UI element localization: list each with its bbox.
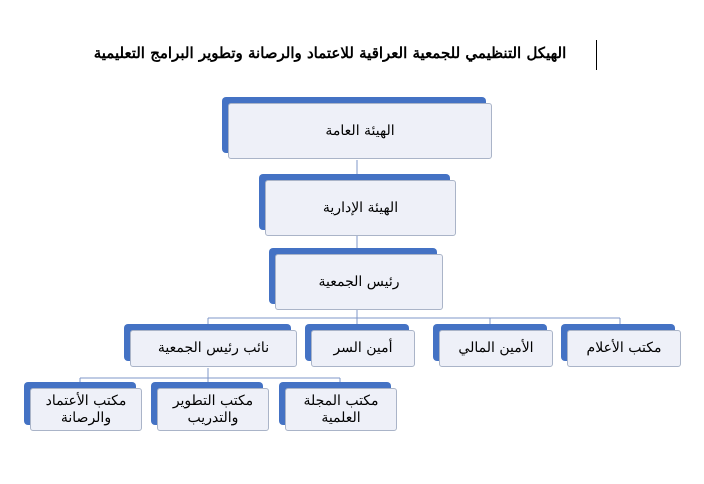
chart-title: الهيكل التنظيمي للجمعية العراقية للاعتماد والرصانة وتطوير البرامج التعليمية (93, 44, 567, 62)
node-label: أمين السر (311, 330, 415, 367)
node-journal-office (279, 382, 391, 425)
node-label: رئيس الجمعية (275, 254, 443, 310)
node-label: مكتب التطوير والتدريب (157, 388, 269, 431)
node-training-office (151, 382, 263, 425)
node-label: مكتب الأعلام (567, 330, 681, 367)
node-secretary (305, 324, 409, 361)
node-label: الأمين المالي (439, 330, 553, 367)
node-label: الهيئة الإدارية (265, 180, 456, 236)
node-general-body (222, 97, 486, 153)
node-president (269, 248, 437, 304)
node-accreditation-office (24, 382, 136, 425)
node-label: الهيئة العامة (228, 103, 492, 159)
node-media-office (561, 324, 675, 361)
node-admin-body (259, 174, 450, 230)
node-treasurer (433, 324, 547, 361)
node-vice-president (124, 324, 291, 361)
node-label: مكتب الأعتماد والرصانة (30, 388, 142, 431)
node-label: نائب رئيس الجمعية (130, 330, 297, 367)
node-label: مكتب المجلة العلمية (285, 388, 397, 431)
